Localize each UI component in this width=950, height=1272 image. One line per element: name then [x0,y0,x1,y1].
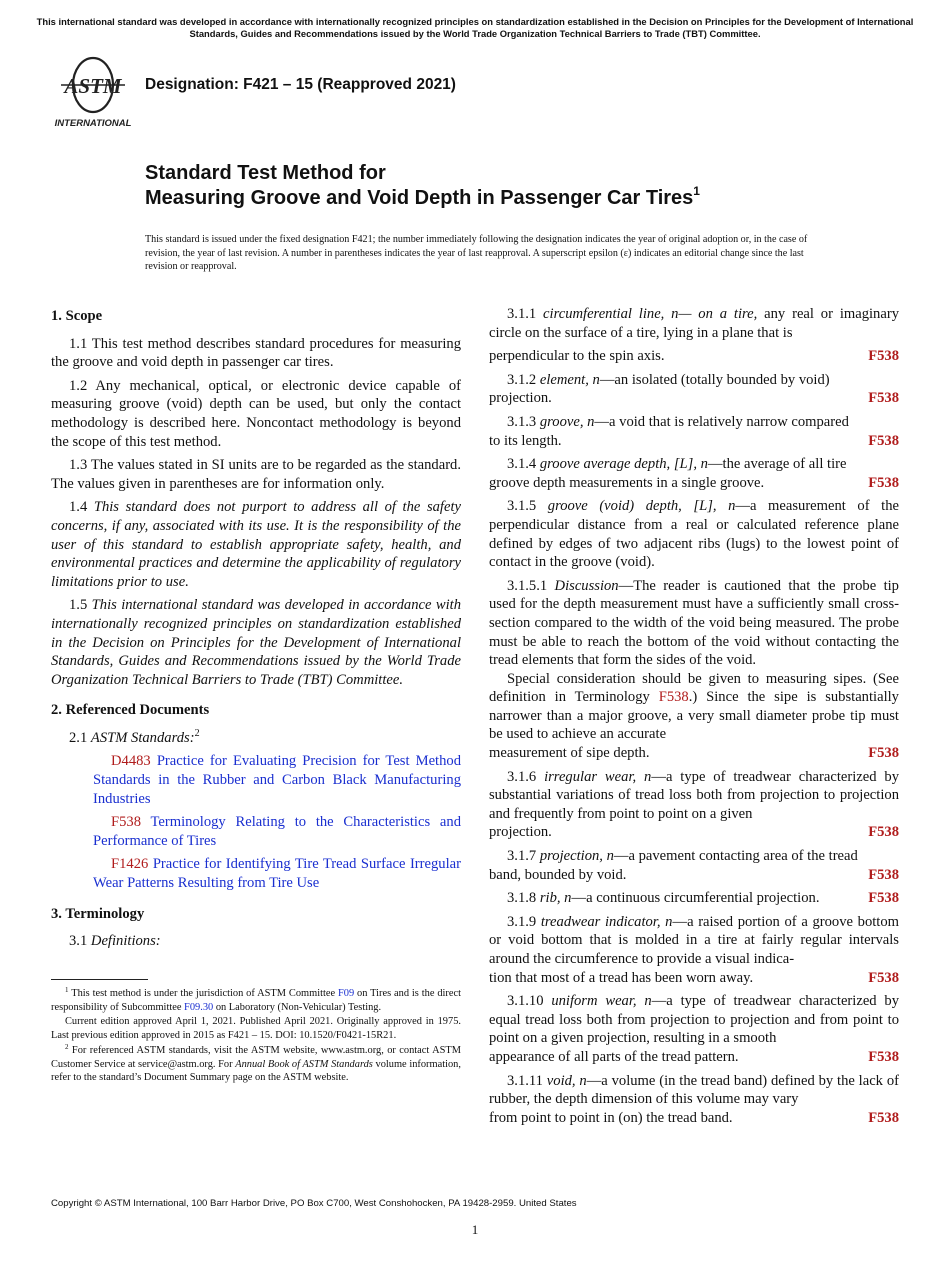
section-terminology-heading: 3. Terminology [51,905,145,922]
footnote-2-marker[interactable]: 2 [194,727,200,739]
f538-tag[interactable]: F538 [868,866,899,883]
link-f09[interactable]: F09 [337,988,355,999]
issuance-note: This standard is issued under the fixed designation F421; the number immediately following the designation indicates the year of original adoption or, in the case of revision, the year of last revision. A number in parentheses indicates the year of last reapproval. A superscript epsilon (ε) indicates an editorial change since the last revision or reapproval. [145,234,808,272]
para-1-2: 1.2 Any mechanical, optical, or electronic device capable of measuring groove (void) depth can be used, but only the contact methodology is described here. Noncontact methodology is beyond the scope of this test method. [51,377,461,450]
def-3-1-9: 3.1.9 treadwear indicator, n—a raised portion of a groove bottom or void bottom that is molded in a tire at fairly regular intervals around the circumference to provide a visual indica- [489,913,899,967]
def-3-1-3: 3.1.3 groove, n—a void that is relatively narrow compared [507,413,849,430]
svg-text:ASTM: ASTM [64,74,122,98]
def-3-1-1: 3.1.1 circumferential line, n— on a tire, any real or imaginary circle on the surface of a tire, lying in a plane that is [489,306,899,341]
astm-logo [52,55,134,131]
def-3-1-11-end: from point to point in (on) the tread band. F538 [489,1109,899,1126]
footnote-2: $^2$ For referenced ASTM standards, visit the ASTM website, www.astm.org, or contact ASTM Customer Service at service@astm.org. For Annual Book of ASTM Standards volume information, refer to the standard’s Document Summary page on the ASTM website. [51,1042,461,1084]
def-3-1-1-end: perpendicular to the spin axis. F538 [489,348,899,365]
title-footnote-marker[interactable]: 1 [693,184,700,198]
def-3-1-9-end: tion that most of a tread has been worn away. F538 [489,969,899,986]
designation: Designation: F421 – 15 (Reapproved 2021) [145,76,456,93]
top-notice: This international standard was developed in accordance with internationally recognized principles on standardization established in the Decision on Principles for the Development of International Standards, Guides and Recommendations issued by the World Trade Organization Technical Barriers to Trade (TBT) Committee. [36,16,914,39]
def-3-1-10-end: appearance of all parts of the tread pattern. F538 [489,1048,899,1065]
def-3-1-6-end: projection. F538 [489,824,899,841]
reference-f1426[interactable]: F1426 Practice for Identifying Tire Tread Surface Irregular Wear Patterns Resulting from Tire Use [93,856,461,892]
f538-tag[interactable]: F538 [868,390,899,407]
footnote-1: $^1$ This test method is under the jurisdiction of ASTM Committee F09 on Tires and is the direct responsibility of Subcommittee F09.30 on Laboratory (Non-Vehicular) Testing. [51,986,461,1013]
def-3-1-8: 3.1.8 rib, n—a continuous circumferential projection. F538 [507,890,899,907]
f538-tag[interactable]: F538 [868,969,899,986]
f538-tag[interactable]: F538 [868,1048,899,1065]
title-line-1: Standard Test Method for [145,162,386,184]
para-1-3: 1.3 The values stated in SI units are to be regarded as the standard. The values given in parentheses are for information only. [51,457,461,492]
para-2-1: 2.1 ASTM Standards:$^2$ [69,727,200,746]
sipe-f538-link[interactable]: F538 [658,689,689,706]
sipe-note-end: measurement of sipe depth. F538 [489,745,899,762]
section-references-heading: 2. Referenced Documents [51,702,210,719]
def-3-1-3-end: to its length. F538 [489,432,899,449]
f538-tag[interactable]: F538 [868,474,899,491]
def-3-1-6: 3.1.6 irregular wear, n—a type of treadwear characterized by substantial variations of tread loss both from projection to projection and frequently from point to point on a given [489,768,899,822]
def-3-1-7: 3.1.7 projection, n—a pavement contacting area of the tread [507,848,858,865]
footnote-divider [51,979,148,980]
f538-tag[interactable]: F538 [868,745,899,762]
para-3-1: 3.1 Definitions: [69,933,161,950]
footnotes [51,987,461,1086]
footnote-1-edition: Current edition approved April 1, 2021. Published April 2021. Originally approved in 1975. Last previous edition approved in 2015 as F421 – 15. DOI: 10.1520/F0421-15R21. [51,1016,461,1042]
reference-f538[interactable]: F538 Terminology Relating to the Characteristics and Performance of Tires [93,814,461,849]
link-f09-30[interactable]: F09.30 [184,1001,214,1013]
def-3-1-7-end: band, bounded by void. F538 [489,866,899,883]
section-scope-heading: 1. Scope [51,308,103,324]
reference-d4483[interactable]: D4483 Practice for Evaluating Precision for Test Method Standards in the Rubber and Carbon Black Manufacturing Industries [93,753,461,807]
f538-tag[interactable]: F538 [868,432,899,449]
left-column [51,307,461,956]
def-3-1-2: 3.1.2 element, n—an isolated (totally bounded by void) [507,371,830,388]
page-number: 1 [471,1222,479,1237]
title-line-2: Measuring Groove and Void Depth in Passenger Car Tires$^1$ [145,184,700,209]
def-3-1-11: 3.1.11 void, n—a volume (in the tread band) defined by the lack of rubber, the depth dimension of this volume may vary [489,1072,899,1108]
def-3-1-5-1: 3.1.5.1 Discussion—The reader is cautioned that the probe tip used for the depth measurement must have a sufficiently small cross-section compared to the width of the void being measured. The probe must be able to reach the bottom of the void without contacting the tread elements that form the sides of the void. [489,577,899,669]
document-title [145,161,700,211]
def-3-1-4-end: groove depth measurements in a single groove. F538 [489,474,899,491]
svg-text:INTERNATIONAL: INTERNATIONAL [54,118,132,129]
reference-list [51,752,461,892]
right-column [489,305,899,1127]
f538-tag[interactable]: F538 [868,1109,899,1126]
para-1-1: 1.1 This test method describes standard procedures for measuring the groove and void depth in passenger car tires. [51,335,461,371]
f538-tag[interactable]: F538 [868,348,899,365]
para-1-4: 1.4 This standard does not purport to address all of the safety concerns, if any, associated with its use. It is the responsibility of the user of this standard to establish appropriate safety, health, and environmental practices and determine the applicability of regulatory limitations prior to use. [51,499,461,590]
copyright-footer: Copyright © ASTM International, 100 Barr Harbor Drive, PO Box C700, West Conshohocken, PA 19428-2959. United States [51,1198,577,1209]
def-3-1-4: 3.1.4 groove average depth, [L], n—the average of all tire [507,456,847,473]
def-3-1-2-end: projection. F538 [489,390,899,407]
def-3-1-5: 3.1.5 groove (void) depth, [L], n—a measurement of the perpendicular distance from a real or calculated reference plane defined by edges of two adjacent ribs (lugs) to the lowest point of contact in the groove (void). [489,498,899,571]
def-3-1-10: 3.1.10 uniform wear, n—a type of treadwear characterized by equal tread loss both from projection to projection and from point to point on a given projection, resulting in a smooth [489,993,900,1047]
f538-tag[interactable]: F538 [868,824,899,841]
sipe-note: Special consideration should be given to measuring sipes. (See definition in Terminology F538.) Since the sipe is substantially narrower than a major groove, a very small diameter probe tip must be used to achieve an accurate [489,670,899,743]
para-1-5: 1.5 This international standard was developed in accordance with internationally recognized principles on standardization established in the Decision on Principles for the Development of International Standards, Guides and Recommendations issued by the World Trade Organization Technical Barriers to Trade (TBT) Committee. [51,597,462,688]
f538-tag[interactable]: F538 [868,890,899,907]
